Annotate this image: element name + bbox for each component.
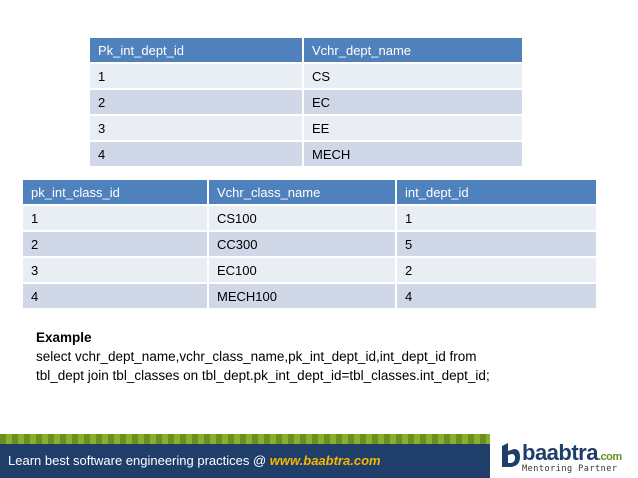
- column-header: pk_int_class_id: [23, 180, 209, 204]
- table-row: [23, 284, 596, 308]
- column-header: Vchr_dept_name: [304, 38, 522, 62]
- table-cell: 1: [23, 206, 209, 230]
- footer-stripe: [0, 434, 490, 444]
- table-cell: CC300: [209, 232, 397, 256]
- example-block: [36, 328, 616, 385]
- baabtra-logo-icon: [500, 442, 522, 468]
- table-cell: 1: [90, 64, 304, 88]
- table-header-row: [23, 180, 596, 204]
- table-cell: 2: [23, 232, 209, 256]
- table-cell: 4: [90, 142, 304, 166]
- table-cell: 2: [397, 258, 596, 282]
- footer-tagline: Learn best software engineering practices @: [8, 453, 270, 468]
- table-row: [90, 64, 522, 88]
- footer-bar: [0, 444, 490, 478]
- table-cell: EE: [304, 116, 522, 140]
- dept-table: [90, 36, 522, 168]
- table-row: [90, 142, 522, 166]
- table-cell: 5: [397, 232, 596, 256]
- table-cell: 4: [23, 284, 209, 308]
- table-row: [23, 232, 596, 256]
- table-cell: 1: [397, 206, 596, 230]
- baabtra-logo: [498, 442, 632, 476]
- table-row: [90, 116, 522, 140]
- table-cell: 3: [90, 116, 304, 140]
- footer-url-link[interactable]: www.baabtra.com: [269, 453, 381, 468]
- table-cell: 2: [90, 90, 304, 114]
- column-header: int_dept_id: [397, 180, 596, 204]
- table-row: [90, 90, 522, 114]
- table-cell: 4: [397, 284, 596, 308]
- class-table: [23, 178, 596, 310]
- table-cell: EC100: [209, 258, 397, 282]
- table-cell: CS100: [209, 206, 397, 230]
- table-cell: 3: [23, 258, 209, 282]
- example-label: Example: [36, 330, 92, 345]
- column-header: Pk_int_dept_id: [90, 38, 304, 62]
- table-cell: MECH100: [209, 284, 397, 308]
- table-cell: EC: [304, 90, 522, 114]
- table-cell: MECH: [304, 142, 522, 166]
- table-cell: CS: [304, 64, 522, 88]
- column-header: Vchr_class_name: [209, 180, 397, 204]
- table-row: [23, 206, 596, 230]
- logo-tagline: Mentoring Partner: [522, 464, 618, 474]
- table-header-row: [90, 38, 522, 62]
- sql-query-line: tbl_dept join tbl_classes on tbl_dept.pk_int_dept_id=tbl_classes.int_dept_id;: [36, 368, 490, 383]
- footer-text: [8, 453, 381, 468]
- logo-wordmark: baabtra.com: [522, 440, 622, 465]
- table-row: [23, 258, 596, 282]
- sql-query-line: select vchr_dept_name,vchr_class_name,pk_int_dept_id,int_dept_id from: [36, 349, 477, 364]
